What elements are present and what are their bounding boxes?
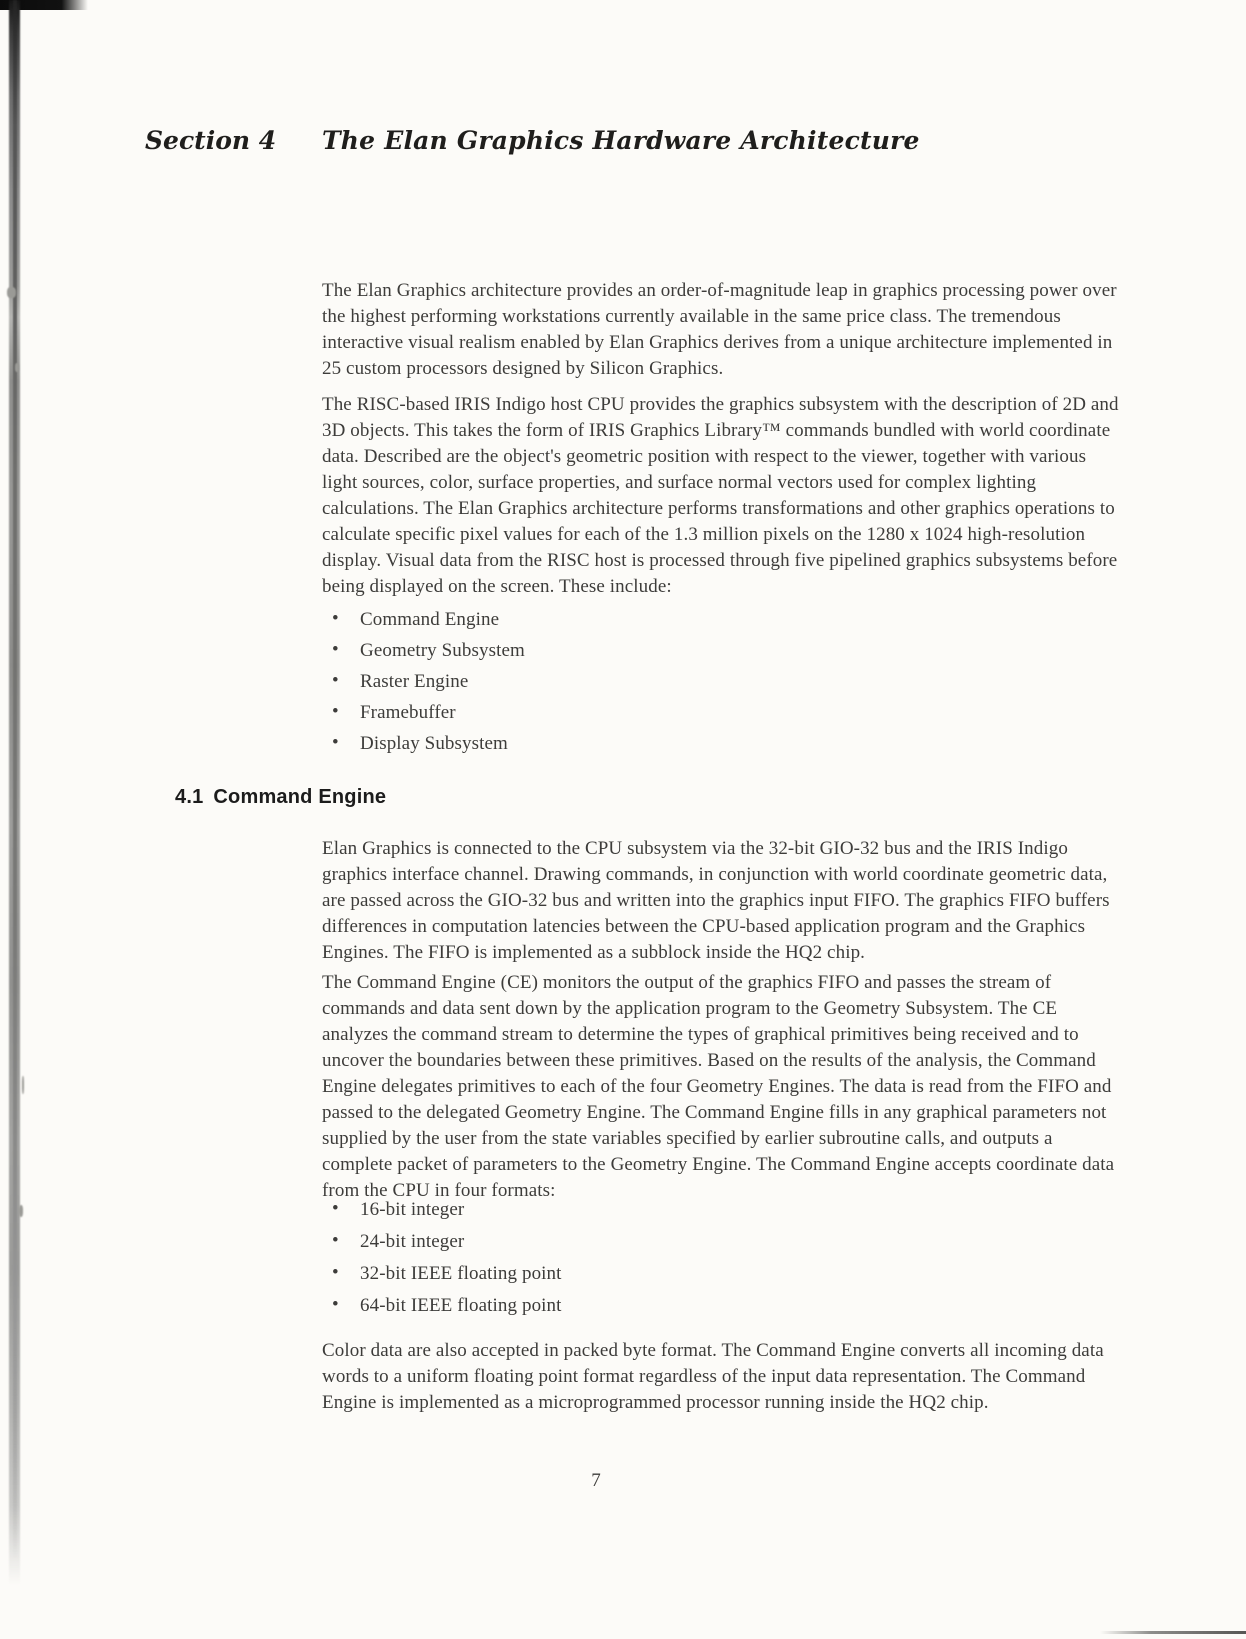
intro-paragraph-2: The RISC-based IRIS Indigo host CPU provides the graphics subsystem with the description of 2D and 3D objects. This takes the form of IRIS Graphics Library™ commands bundled with world coordinate data. Described are the object's geometric position with respect to the viewer, together with various light sources, color, surface properties, and surface normal vectors used for complex lighting calculations. The Elan Graphics architecture performs transformations and other graphics operations to calculate specific pixel values for each of the 1.3 million pixels on the 1280 x 1024 high-resolution display. Visual data from the RISC host is processed through five pipelined graphics subsystems before being displayed on the screen. These include: — [322, 394, 1119, 597]
scan-speck — [7, 287, 16, 298]
section41-paragraph-3: Color data are also accepted in packed byte format. The Command Engine converts all incoming data words to a uniform floating point format regardless of the input data representation. The Command Engine is implemented as a microprogrammed processor running inside the HQ2 chip. — [322, 1340, 1104, 1413]
section-label: Section 4 — [145, 126, 277, 155]
scan-speck — [22, 1076, 24, 1094]
scan-edge-bottom-line — [1100, 1631, 1246, 1634]
scan-speck — [15, 363, 19, 372]
subsection-number: 4.1 — [175, 786, 204, 808]
list-item: • 64-bit IEEE floating point — [322, 1296, 1122, 1316]
list-item: • 24-bit integer — [322, 1232, 1122, 1252]
scan-speck — [19, 1205, 23, 1217]
list-item: • Framebuffer — [322, 703, 1122, 723]
subsystem-list — [322, 610, 1122, 765]
list-item: • 16-bit integer — [322, 1200, 1122, 1220]
list-item: • Geometry Subsystem — [322, 641, 1122, 661]
intro-paragraph-1: The Elan Graphics architecture provides an order-of-magnitude leap in graphics processing power over the highest performing workstations currently available in the same price class. The tremendous interactive visual realism enabled by Elan Graphics derives from a unique architecture implemented in 25 custom processors designed by Silicon Graphics. — [322, 280, 1117, 379]
scan-binding-strip-core — [13, 0, 17, 1560]
list-item: • Raster Engine — [322, 672, 1122, 692]
list-item: • Command Engine — [322, 610, 1122, 630]
list-item: • 32-bit IEEE floating point — [322, 1264, 1122, 1284]
subsection-title: Command Engine — [213, 786, 387, 808]
section-title: The Elan Graphics Hardware Architecture — [322, 126, 920, 155]
section41-paragraph-2: The Command Engine (CE) monitors the output of the graphics FIFO and passes the stream of commands and data sent down by the application program to the Geometry Subsystem. The CE analyzes the command stream to determine the types of graphical primitives being received and to uncover the boundaries between these primitives. Based on the results of the analysis, the Command Engine delegates primitives to each of the four Geometry Engines. The data is read from the FIFO and passed to the delegated Geometry Engine. The Command Engine fills in any graphical parameters not supplied by the user from the state variables specified by earlier subroutine calls, and outputs a complete packet of parameters to the Geometry Engine. The Command Engine accepts coordinate data from the CPU in four formats: — [322, 972, 1115, 1201]
format-list — [322, 1200, 1122, 1328]
subsection-heading — [175, 786, 386, 809]
list-item: • Display Subsystem — [322, 734, 1122, 754]
page-number: 7 — [591, 1470, 601, 1491]
section41-paragraph-1: Elan Graphics is connected to the CPU subsystem via the 32-bit GIO-32 bus and the IRIS Indigo graphics interface channel. Drawing commands, in conjunction with world coordinate geometric data, are passed across the GIO-32 bus and written into the graphics input FIFO. The graphics FIFO buffers differences in computation latencies between the CPU-based application program and the Graphics Engines. The FIFO is implemented as a subblock inside the HQ2 chip. — [322, 838, 1110, 963]
